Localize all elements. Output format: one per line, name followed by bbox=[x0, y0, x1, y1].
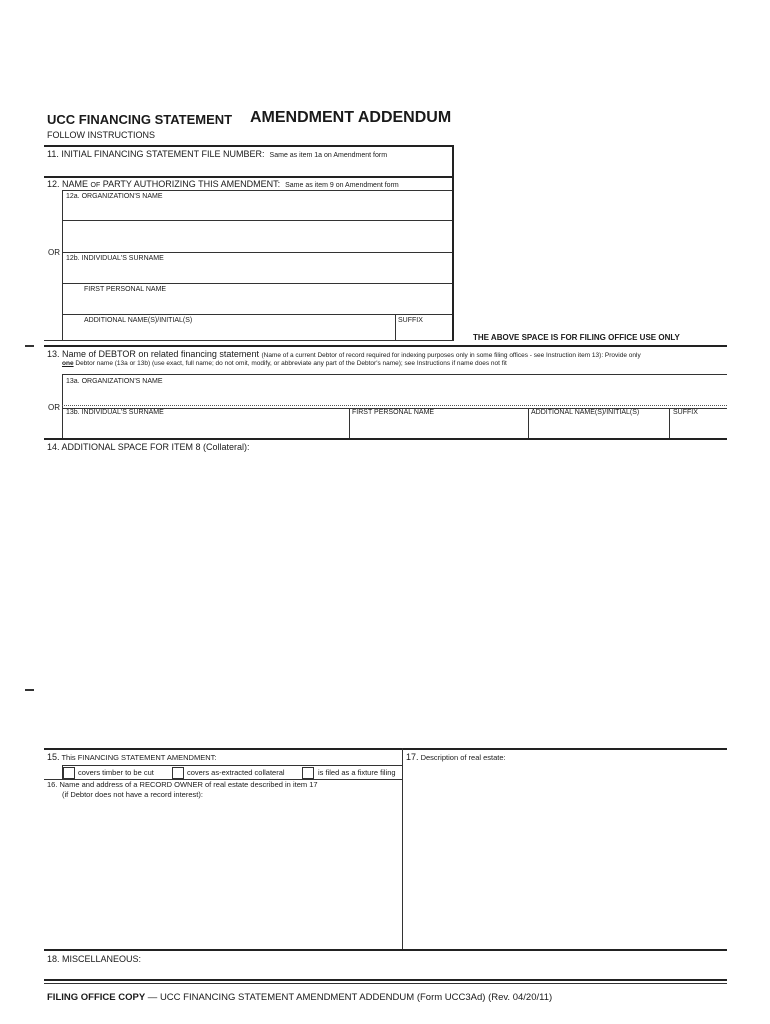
as-extracted-checkbox[interactable] bbox=[172, 767, 184, 779]
party-first-name-field[interactable] bbox=[64, 295, 450, 313]
fixture-filing-checkbox[interactable] bbox=[302, 767, 314, 779]
item12-first-name-label: FIRST PERSONAL NAME bbox=[84, 286, 167, 293]
rule-12-left bbox=[62, 190, 63, 340]
filing-office-use-note: THE ABOVE SPACE IS FOR FILING OFFICE USE ONLY bbox=[473, 333, 680, 342]
rule-14-top bbox=[44, 438, 727, 440]
rule-13-col3 bbox=[669, 408, 670, 438]
item12b-label: 12b. INDIVIDUAL'S SURNAME bbox=[66, 255, 164, 262]
item16-label: 16. Name and address of a RECORD OWNER of real estate described in item 17 bbox=[47, 780, 318, 789]
item13-or: OR bbox=[48, 403, 60, 412]
rule-13-top bbox=[44, 345, 727, 347]
rule-12b-bottom bbox=[62, 283, 452, 284]
rule-12b-top bbox=[62, 252, 452, 253]
rule-bottom-2 bbox=[44, 983, 727, 984]
initial-file-number-field[interactable] bbox=[47, 160, 447, 175]
debtor-first-name-field[interactable] bbox=[351, 418, 526, 436]
item16-note: (if Debtor does not have a record interest): bbox=[62, 790, 203, 799]
party-additional-names-field[interactable] bbox=[64, 326, 392, 340]
rule-12-suffix-divider bbox=[395, 314, 396, 340]
rule-13-col2 bbox=[528, 408, 529, 438]
debtor-additional-names-field[interactable] bbox=[530, 418, 667, 436]
item18-label: 18. MISCELLANEOUS: bbox=[47, 954, 142, 964]
collateral-additional-space-field[interactable] bbox=[46, 456, 724, 746]
rule-17-divider bbox=[402, 748, 403, 949]
item13-label: 13. Name of DEBTOR on related financing statement (Name of a current Debtor of record required for indexing purposes only in some filing offices - see Instruction item 13): Provide only bbox=[47, 349, 641, 359]
item12a-label: 12a. ORGANIZATION'S NAME bbox=[66, 193, 163, 200]
record-owner-name-address-field[interactable] bbox=[46, 802, 400, 947]
rule-11-bottom bbox=[44, 176, 454, 178]
item12-or: OR bbox=[48, 248, 60, 257]
party-organization-name-field[interactable] bbox=[64, 202, 450, 220]
rule-11-top bbox=[44, 145, 454, 147]
item13-additional-names-label: ADDITIONAL NAME(S)/INITIAL(S) bbox=[531, 409, 640, 416]
rule-12a-top bbox=[62, 190, 452, 191]
rule-13a-top bbox=[62, 374, 727, 375]
form-footer: FILING OFFICE COPY — UCC FINANCING STATEMENT AMENDMENT ADDENDUM (Form UCC3Ad) (Rev. 04/20/11) bbox=[47, 992, 553, 1003]
rule-18-top bbox=[44, 949, 727, 951]
timber-option-label: covers timber to be cut bbox=[78, 768, 154, 777]
item11-label: 11. INITIAL FINANCING STATEMENT FILE NUMBER: Same as item 1a on Amendment form bbox=[47, 149, 388, 159]
rule-12a-bottom bbox=[62, 220, 452, 221]
item15-label: 15. This FINANCING STATEMENT AMENDMENT: bbox=[47, 752, 217, 762]
form-title-small: UCC FINANCING STATEMENT bbox=[47, 112, 233, 127]
item12-suffix-label: SUFFIX bbox=[398, 317, 423, 324]
item12-label: 12. NAME OF PARTY AUTHORIZING THIS AMENDMENT: Same as item 9 on Amendment form bbox=[47, 179, 399, 189]
debtor-surname-field[interactable] bbox=[64, 418, 347, 436]
party-suffix-field[interactable] bbox=[397, 326, 451, 340]
debtor-suffix-field[interactable] bbox=[671, 418, 726, 436]
miscellaneous-field[interactable] bbox=[46, 966, 724, 978]
rule-15-top bbox=[44, 748, 727, 750]
item13-note-line2: one Debtor name (13a or 13b) (use exact, full name; do not omit, modify, or abbreviate any part of the Debtor's name); see Instructions if name does not fit bbox=[62, 360, 507, 367]
item13a-label: 13a. ORGANIZATION'S NAME bbox=[66, 378, 163, 385]
item13-suffix-label: SUFFIX bbox=[673, 409, 698, 416]
rule-right-border bbox=[452, 145, 454, 340]
timber-checkbox[interactable] bbox=[63, 767, 75, 779]
fixture-filing-option-label: is filed as a fixture filing bbox=[318, 768, 396, 777]
rule-13-or-divider bbox=[62, 405, 727, 406]
item13-first-name-label: FIRST PERSONAL NAME bbox=[352, 409, 435, 416]
item17-label: 17. Description of real estate: bbox=[406, 752, 506, 762]
rule-13-left bbox=[62, 374, 63, 438]
item13b-label: 13b. INDIVIDUAL'S SURNAME bbox=[66, 409, 164, 416]
follow-instructions: FOLLOW INSTRUCTIONS bbox=[47, 130, 156, 140]
item12-additional-names-label: ADDITIONAL NAME(S)/INITIAL(S) bbox=[84, 317, 193, 324]
registration-mark-bottom bbox=[25, 689, 34, 691]
debtor-organization-name-field[interactable] bbox=[64, 387, 724, 403]
rule-12-first-bottom bbox=[62, 314, 452, 315]
item14-label: 14. ADDITIONAL SPACE FOR ITEM 8 (Collateral): bbox=[47, 442, 250, 452]
real-estate-description-field[interactable] bbox=[405, 766, 725, 947]
registration-mark-top bbox=[25, 345, 34, 347]
form-title-large: AMENDMENT ADDENDUM bbox=[250, 109, 452, 126]
rule-15-options-top bbox=[62, 765, 402, 766]
rule-13-col1 bbox=[349, 408, 350, 438]
rule-bottom-1 bbox=[44, 979, 727, 981]
rule-12-bottom bbox=[44, 340, 454, 341]
party-individual-surname-field[interactable] bbox=[64, 264, 450, 282]
as-extracted-option-label: covers as-extracted collateral bbox=[187, 768, 285, 777]
